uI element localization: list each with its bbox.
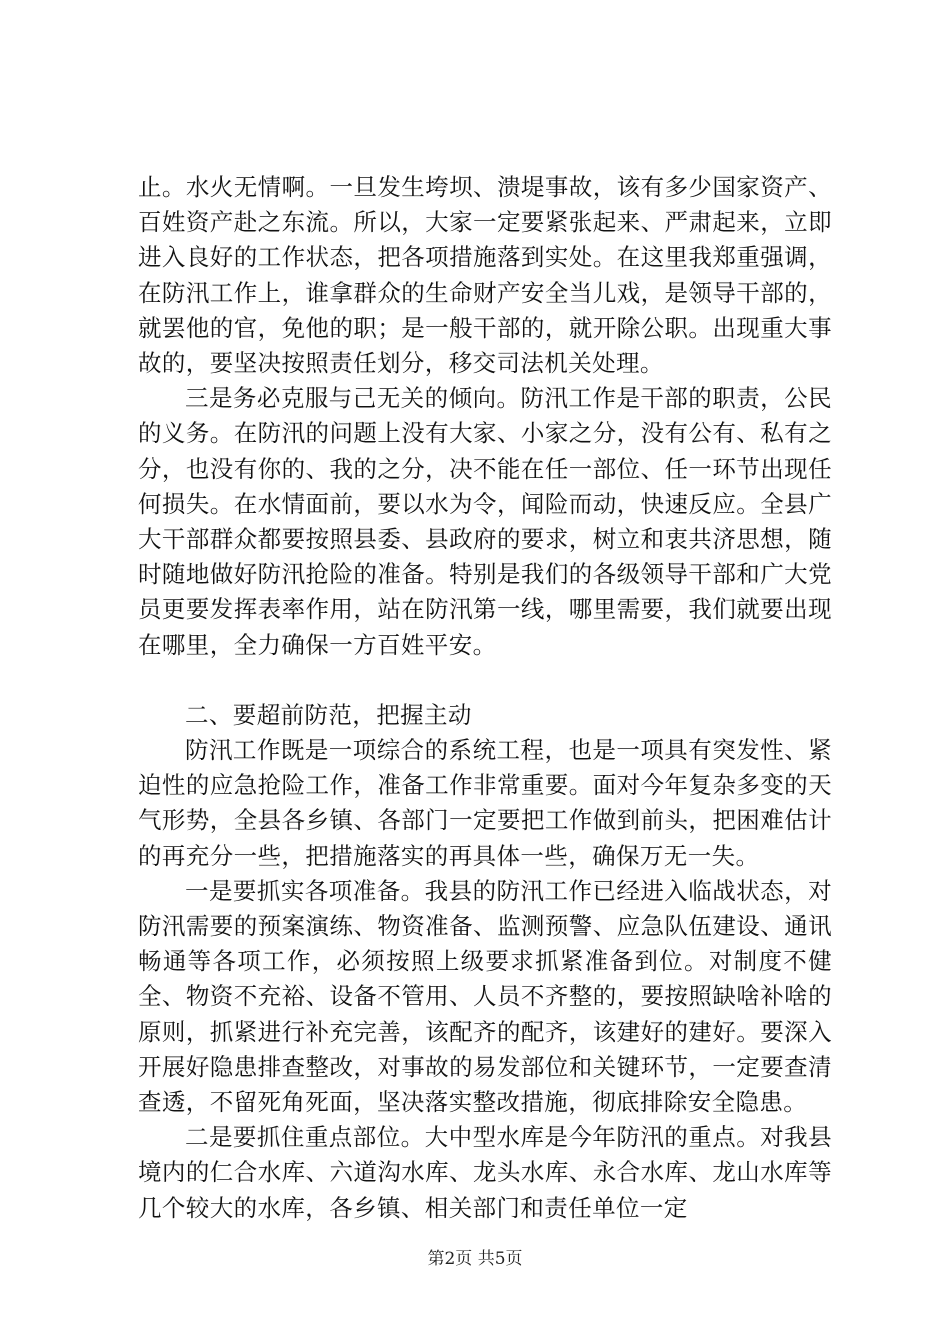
paragraph-item-three: 三是务必克服与己无关的倾向。防汛工作是干部的职责，公民的义务。在防汛的问题上没有大家、小家之分，没有公有、私有之分，也没有你的、我的之分，决不能在任一部位、任一环节出现任何损失。在水情面前，要以水为令，闻险而动，快速反应。全县广大干部群众都要按照县委、县政府的要求，树立和衷共济思想，随时随地做好防汛抢险的准备。特别是我们的各级领导干部和广大党员更要发挥表率作用，站在防汛第一线，哪里需要，我们就要出现在哪里，全力确保一方百姓平安。 (138, 384, 832, 659)
section-heading-two: 二、要超前防范，把握主动 (185, 700, 472, 729)
paragraph-section-intro: 防汛工作既是一项综合的系统工程，也是一项具有突发性、紧迫性的应急抢险工作，准备工作非常重要。面对今年复杂多变的天气形势，全县各乡镇、各部门一定要把工作做到前头，把困难估计的再充分一些，把措施落实的再具体一些，确保万无一失。 (138, 736, 832, 870)
page-number: 第2页 共5页 (427, 1249, 523, 1269)
page-footer (0, 1244, 950, 1269)
paragraph-continuation: 止。水火无情啊。一旦发生垮坝、溃堤事故，该有多少国家资产、百姓资产赴之东流。所以，大家一定要紧张起来、严肃起来，立即进入良好的工作状态，把各项措施落到实处。在这里我郑重强调，在防汛工作上，谁拿群众的生命财产安全当儿戏，是领导干部的，就罢他的官，免他的职；是一般干部的，就开除公职。出现重大事故的，要坚决按照责任划分，移交司法机关处理。 (138, 173, 832, 378)
paragraph-item-one: 一是要抓实各项准备。我县的防汛工作已经进入临战状态，对防汛需要的预案演练、物资准备、监测预警、应急队伍建设、通讯畅通等各项工作，必须按照上级要求抓紧准备到位。对制度不健全、物资不充裕、设备不管用、人员不齐整的，要按照缺啥补啥的原则，抓紧进行补充完善，该配齐的配齐，该建好的建好。要深入开展好隐患排查整改，对事故的易发部位和关键环节，一定要查清查透，不留死角死面，坚决落实整改措施，彻底排除安全隐患。 (138, 876, 832, 1117)
paragraph-item-two: 二是要抓住重点部位。大中型水库是今年防汛的重点。对我县境内的仁合水库、六道沟水库、龙头水库、永合水库、龙山水库等几个较大的水库，各乡镇、相关部门和责任单位一定 (138, 1123, 832, 1222)
paragraph-spacer (138, 663, 832, 698)
document-body (138, 170, 832, 1226)
